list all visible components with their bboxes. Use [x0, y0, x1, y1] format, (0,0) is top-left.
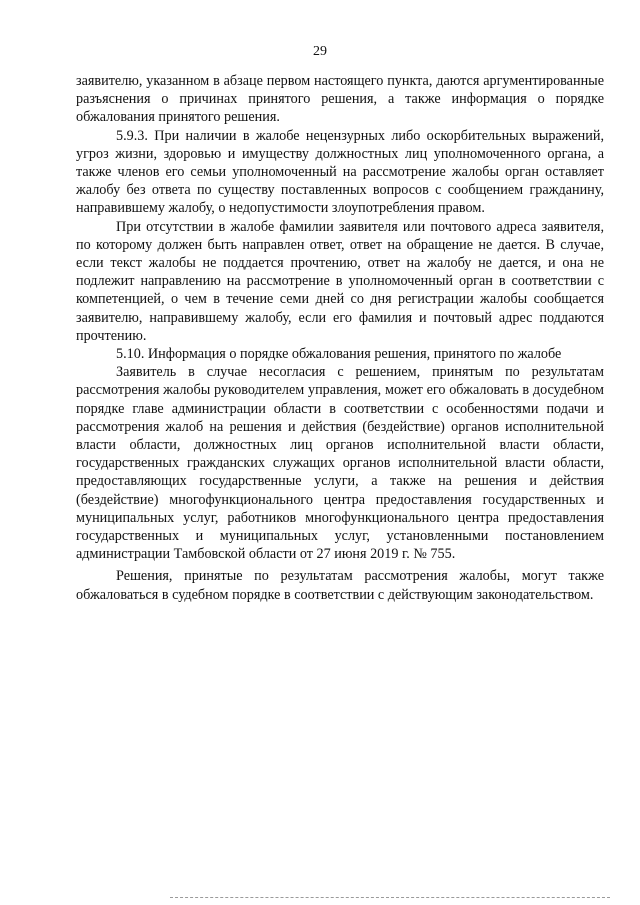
document-body: [76, 72, 604, 604]
page-number: 29: [313, 44, 327, 59]
paragraph-appeal-pretrial: Заявитель в случае несогласия с решением, принятым по результатам рассмотрения жалобы руководителем управления, может его обжаловать в досудебном порядке главе администрации области в соответствии с особенностями подачи и рассмотрения жалоб на решения и действия (бездействие) органов исполнительной власти области, должностных лиц органов исполнительной власти области, государственных гражданских служащих органов исполнительной власти области, предоставляющих государственные услуги, а также на решения и действия (бездействие) многофункционального центра предоставления государственных и муниципальных услуг, работников многофункционального центра предоставления государственных и муниципальных услуг, установленными постановлением администрации Тамбовской области от 27 июня 2019 г. № 755.: [76, 364, 604, 563]
footer-divider: [170, 897, 610, 899]
section-heading-5-10: 5.10. Информация о порядке обжалования решения, принятого по жалобе: [116, 346, 562, 363]
paragraph-continuation: заявителю, указанном в абзаце первом настоящего пункта, даются аргументированные разъяснения о причинах принятого решения, а также информация о порядке обжалования принятого решения.: [76, 73, 604, 126]
paragraph-5-9-3: 5.9.3. При наличии в жалобе нецензурных либо оскорбительных выражений, угроз жизни, здоровью и имуществу должностных лиц уполномоченного органа, а также членов его семьи уполномоченный на рассмотрение жалобы орган оставляет жалобу без ответа по существу поставленных вопросов с сообщением гражданину, направившему жалобу, о недопустимости злоупотребления правом.: [76, 127, 604, 217]
paragraph-appeal-court: Решения, принятые по результатам рассмотрения жалобы, могут также обжаловаться в судебном порядке в соответствии с действующим законодательством.: [76, 568, 604, 603]
paragraph-no-surname: При отсутствии в жалобе фамилии заявителя или почтового адреса заявителя, по которому должен быть направлен ответ, ответ на обращение не дается. В случае, если текст жалобы не поддается прочтению, ответ на жалобу не дается, и она не подлежит направлению на рассмотрение в уполномоченный орган в соответствии с компетенцией, о чем в течение семи дней со дня регистрации жалобы сообщается заявителю, направившему жалобу, если его фамилия и почтовый адрес поддаются прочтению.: [76, 218, 604, 344]
